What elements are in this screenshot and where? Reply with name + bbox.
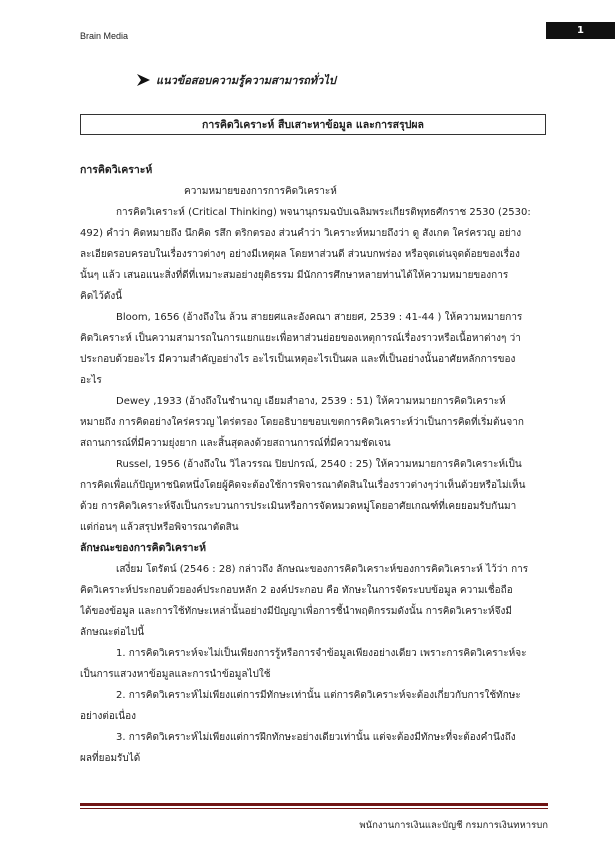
body-line: ละเอียดรอบครอบในเรื่องราวต่างๆ อย่างมีเหตุผล โดยหาส่วนดี ส่วนบกพร่อง หรือจุดเด่นจุดด้อยของเรื่อง [80,249,520,260]
footer-rule-thick [80,803,548,806]
body-line: Dewey ,1933 (อ้างถึงในชำนาญ เอียมสำอาง, 2539 : 51) ให้ความหมายการคิดวิเคราะห์ [116,396,506,407]
document-body [80,160,548,769]
body-line: ลักษณะต่อไปนี้ [80,627,145,638]
body-line: หมายถึง การคิดอย่างใคร่ครวญ ไตร่ตรอง โดยอธิบายขอบเขตการคิดวิเคราะห์ว่าเป็นการคิดที่เริ่มต้นจาก [80,417,524,428]
list-item: 3. การคิดวิเคราะห์ไม่เพียงแต่การฝึกทักษะอย่างเดียวเท่านั้น แต่จะต้องมีทักษะที่จะต้องคำนึงถึง [116,732,516,743]
topic-box [80,114,546,135]
section-heading [137,71,336,89]
heading-characteristics: ลักษณะของการคิดวิเคราะห์ [80,542,207,554]
body-line: ได้ของข้อมูล และการใช้ทักษะเหล่านั้นอย่างมีปัญญาเพื่อการชี้นำพฤติกรรมดังนั้น การคิดวิเคราะห์จึงมี [80,606,512,617]
body-line: ประกอบด้วยอะไร มีความสำคัญอย่างไร อะไรเป็นเหตุอะไรเป็นผล และที่เป็นอย่างนั้นอาศัยหลักการของ [80,354,516,365]
body-line: ด้วย การคิดวิเคราะห์จึงเป็นกระบวนการประเมินหรือการจัดหมวดหมู่โดยอาศัยเกณฑ์ที่เคยยอมรับกันมา [80,501,517,512]
body-line: คิดไว้ดังนี้ [80,291,123,302]
page-number-badge: 1 [546,22,615,39]
body-line: การคิดเพื่อแก้ปัญหาชนิดหนึ่งโดยผู้คิดจะต้องใช้การพิจารณาตัดสินในเรื่องราวต่างๆว่าเห็นด้วยหรือไม่เห็น [80,480,526,491]
body-line: อย่างต่อเนื่อง [80,711,137,722]
list-item: 2. การคิดวิเคราะห์ไม่เพียงแต่การมีทักษะเท่านั้น แต่การคิดวิเคราะห์จะต้องเกี่ยวกับการใช้ทักษะ [116,690,521,701]
body-line: การคิดวิเคราะห์ (Critical Thinking) พจนานุกรมฉบับเฉลิมพระเกียรติพุทธศักราช 2530 (2530: [116,207,531,218]
heading-critical-thinking: การคิดวิเคราะห์ [80,164,153,176]
list-item: 1. การคิดวิเคราะห์จะไม่เป็นเพียงการรู้หรือการจำข้อมูลเพียงอย่างเดียว เพราะการคิดวิเคราะห์จะ [116,648,527,659]
arrow-bullet-icon [137,74,150,86]
body-line: อะไร [80,375,102,386]
footer-rule-thin [80,808,548,809]
body-line: แต่ก่อนๆ แล้วสรุปหรือพิจารณาตัดสิน [80,522,239,533]
subheading-meaning: ความหมายของการการคิดวิเคราะห์ [184,186,337,197]
topic-title: การคิดวิเคราะห์ สืบเสาะหาข้อมูล และการสรุปผล [202,119,424,131]
body-line: เสงี่ยม โตรัตน์ (2546 : 28) กล่าวถึง ลักษณะของการคิดวิเคราะห์ของการคิดวิเคราะห์ ไว้ว่า การ [116,564,529,575]
brand-label: Brain Media [80,31,129,41]
body-line: Russel, 1956 (อ้างถึงใน วิไลวรรณ ปิยปกรณ์, 2540 : 25) ให้ความหมายการคิดวิเคราะห์เป็น [116,459,522,470]
footer-text: พนักงานการเงินและบัญชี กรมการเงินทหารบก [359,820,548,831]
body-line: เป็นการแสวงหาข้อมูลและการนำข้อมูลไปใช้ [80,669,271,680]
body-line: Bloom, 1656 (อ้างถึงใน ล้วน สายยศและอังคณา สายยศ, 2539 : 41-44 ) ให้ความหมายการ [116,312,523,323]
body-line: นั้นๆ แล้ว เสนอแนะสิ่งที่ดีที่เหมาะสมอย่างยุติธรรม มีนักการศึกษาหลายท่านได้ให้ความหมายของการ [80,270,509,281]
body-line: ผลที่ยอมรับได้ [80,753,141,764]
body-line: คิดวิเคราะห์ประกอบด้วยองค์ประกอบหลัก 2 องค์ประกอบ คือ ทักษะในการจัดระบบข้อมูล ความเชื่อถือ [80,585,513,596]
body-line: สถานการณ์ที่มีความยุ่งยาก และสิ้นสุดลงด้วยสถานการณ์ที่มีความชัดเจน [80,438,391,449]
body-line: คิดวิเคราะห์ เป็นความสามารถในการแยกแยะเพื่อหาส่วนย่อยของเหตุการณ์เรื่องราวหรือเนื้อหาต่างๆ ว่า [80,333,521,344]
section-heading-text: แนวข้อสอบความรู้ความสามารถทั่วไป [156,74,336,87]
body-line: 492) คำว่า คิดหมายถึง นึกคิด รสึก ตริกตรอง ส่วนคำว่า วิเคราะห์หมายถึงว่า ดู สังเกต ใคร่ครวญ อย่าง [80,228,522,239]
